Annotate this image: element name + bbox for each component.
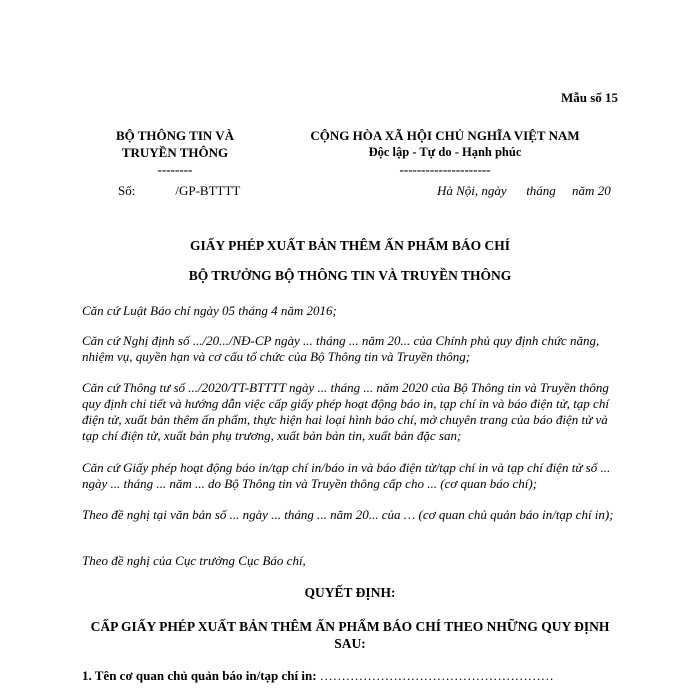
national-header: [285, 127, 605, 178]
place-and-date: Hà Nội, ngày tháng năm 20: [437, 183, 611, 198]
preamble-clause: Căn cứ Giấy phép hoạt động báo in/tạp chí in/báo in và báo điện tử/tạp chí in và tạp chí điện tử số ... ngày ... tháng ... năm ... do Bộ Thông tin và Truyền thông cấp cho ... (cơ quan báo chí);: [82, 460, 611, 491]
issuing-authority: BỘ TRƯỞNG BỘ THÔNG TIN VÀ TRUYỀN THÔNG: [188, 268, 512, 283]
document-number: [118, 183, 240, 199]
decision-heading: QUYẾT ĐỊNH:: [304, 585, 396, 600]
decision-subheading: CẤP GIẤY PHÉP XUẤT BẢN THÊM ẤN PHẨM BÁO CHÍ THEO NHỮNG QUY ĐỊNH SAU:: [90, 619, 610, 651]
form-number: Mẫu số 15: [560, 90, 618, 105]
document-title: GIẤY PHÉP XUẤT BẢN THÊM ẤN PHẨM BÁO CHÍ: [189, 238, 511, 253]
document-number-code: /GP-BTTTT: [175, 183, 241, 198]
document-number-label: Số:: [118, 183, 136, 198]
preamble-clause: Căn cứ Luật Báo chí ngày 05 tháng 4 năm 2016;: [82, 303, 337, 318]
form-item-label: 1. Tên cơ quan chủ quản báo in/tạp chí in:: [82, 668, 317, 683]
issuing-ministry: [90, 127, 260, 178]
form-item: [82, 668, 622, 684]
preamble-clause: Theo đề nghị của Cục trưởng Cục Báo chí,: [82, 553, 306, 568]
form-item-fill-line: ………………………………………………: [319, 668, 554, 683]
preamble-clause: Theo đề nghị tại văn bản số ... ngày ... tháng ... năm 20... của … (cơ quan chủ quản báo in/tạp chí in);: [82, 507, 614, 522]
national-motto: Độc lập - Tự do - Hạnh phúc: [368, 145, 522, 159]
ministry-name-line2: TRUYỀN THÔNG: [121, 145, 229, 160]
ministry-name-line1: BỘ THÔNG TIN VÀ: [115, 128, 235, 143]
national-title: CỘNG HÒA XÃ HỘI CHỦ NGHĨA VIỆT NAM: [310, 128, 580, 143]
national-divider: ---------------------: [399, 162, 491, 177]
preamble-clause: Căn cứ Thông tư số .../2020/TT-BTTTT ngày ... tháng ... năm 2020 của Bộ Thông tin và Truyền thông quy định chi tiết và hướng dẫn việc cấp giấy phép hoạt động báo in, tạp chí in và báo điện tử, tạp chí điện tử, xuất bản thêm ấn phẩm, thực hiện hai loại hình báo chí, mở chuyên trang của báo điện tử và tạp chí điện tử, xuất bản phụ trương, xuất bản bản tin, xuất bản đặc san;: [82, 380, 609, 443]
preamble-clause: Căn cứ Nghị định số .../20.../NĐ-CP ngày ... tháng ... năm 20... của Chính phủ quy định chức năng, nhiệm vụ, quyền hạn và cơ cấu tổ chức của Bộ Thông tin và Truyền thông;: [82, 333, 600, 364]
ministry-divider: --------: [157, 162, 193, 177]
